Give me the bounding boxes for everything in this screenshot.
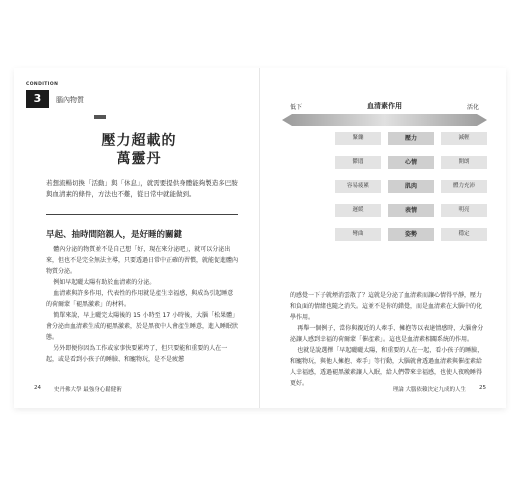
page-number-right: 25	[479, 385, 486, 391]
book-spread	[14, 68, 506, 408]
page-title-line2: 萬靈丹	[116, 151, 162, 167]
high-cell: 開朗	[441, 156, 487, 169]
chart-row	[282, 228, 487, 241]
paragraph: 也就是說選擇「早起曬曬太陽，和重要的人在一起，看小孩子的睡臉，和寵物玩，與他人擁抱、牽手」等行動，大腦就會透過血清素與催產素給人幸福感，透過褪黑激素讓人入眠，給人們帶來幸福感，也使人夜晚睡得更好。	[290, 347, 484, 387]
chart-row	[282, 204, 487, 217]
divider	[46, 214, 238, 215]
running-title-left: 史丹佛大學 最強身心鬆健術	[54, 387, 122, 393]
item-label: 姿勢	[404, 231, 417, 238]
paragraph: 體內分泌的物質並不是自己想「好，現在來分泌吧」，就可以分泌出來，但也不是完全無法主導，只要透過日常中正確的習慣，就能促進體內物質分泌。	[46, 246, 239, 275]
title-accent-bar	[94, 115, 106, 119]
page-title-line1: 壓力超載的	[101, 133, 177, 149]
chart-row	[282, 156, 487, 169]
condition-label: CONDITION	[26, 82, 59, 87]
chart-row	[282, 180, 487, 193]
paragraph: 另外即便你因為工作或家事快要累垮了，但只要能和重要的人在一起，或是看到小孩子的睡臉、和寵物玩，是不是疲憊	[46, 345, 228, 363]
paragraph: 的感覺一下子就煙消雲散了？這就是分泌了血清素而讓心情得平靜，壓力和負面的情緒也隨之消失。這並不是你的錯覺，而是血清素在大腦中的化學作用。	[290, 292, 483, 321]
serotonin-chart	[282, 102, 487, 272]
low-cell: 彎曲	[335, 228, 381, 241]
gradient-arrow	[282, 114, 487, 126]
low-cell: 緊繃	[335, 132, 381, 145]
item-label: 心情	[404, 159, 417, 166]
intro-text: 若想流暢切換「活動」與「休息」，就需要提供身體能夠製造多巴胺與血清素的條件，方法也不難，從日常中就能做到。	[46, 179, 238, 198]
left-body-text	[46, 244, 238, 365]
low-cell: 遲緩	[335, 204, 381, 217]
chart-low-label: 低下	[290, 104, 303, 111]
high-cell: 體力充沛	[441, 180, 487, 193]
right-body-text	[290, 290, 486, 389]
running-title-right: 理論 大腦依賴決定九成的人生	[392, 387, 466, 393]
high-cell: 明亮	[441, 204, 487, 217]
condition-number: 3	[26, 90, 49, 108]
paragraph: 簡單來說，早上曬完太陽後的 15 小時至 17 小時後，大腦「松果體」會分泌由血清素生成的褪黑激素，於是黑夜中人會產生睡意，進入睡眠狀態。	[46, 312, 239, 341]
item-cell	[388, 228, 434, 241]
low-cell: 鬱悶	[335, 156, 381, 169]
left-page	[14, 68, 260, 408]
paragraph: 血清素與許多作用，代表性的作用就是產生幸福感，與成為引起睡意的荷爾蒙「褪黑激素」的材料。	[46, 290, 234, 308]
item-label: 肌肉	[404, 183, 417, 190]
paragraph: 例如早起曬太陽有助於血清素的分泌。	[53, 279, 156, 286]
right-page	[260, 68, 506, 408]
item-cell	[388, 180, 434, 193]
paragraph: 再舉一個例子，當你與親近的人牽手、擁抱等以表達情感時，大腦會分泌讓人感到幸福的荷爾蒙「催產素」。這也是血清素相關系統的作用。	[290, 325, 484, 343]
chart-rows	[282, 132, 487, 252]
chart-high-label: 活化	[466, 104, 479, 111]
high-cell: 減輕	[441, 132, 487, 145]
low-cell: 容易疲累	[335, 180, 381, 193]
item-label: 壓力	[404, 135, 417, 142]
page-number-left: 24	[34, 385, 41, 391]
chart-title: 血清素作用	[367, 102, 402, 110]
chart-row	[282, 132, 487, 145]
high-cell: 穩定	[441, 228, 487, 241]
item-cell	[388, 132, 434, 145]
item-cell	[388, 156, 434, 169]
chapter-title: 腦內物質	[56, 96, 84, 104]
item-label: 表情	[404, 207, 417, 214]
section-title: 早起、抽時間陪親人，是好睡的關鍵	[46, 230, 183, 240]
item-cell	[388, 204, 434, 217]
